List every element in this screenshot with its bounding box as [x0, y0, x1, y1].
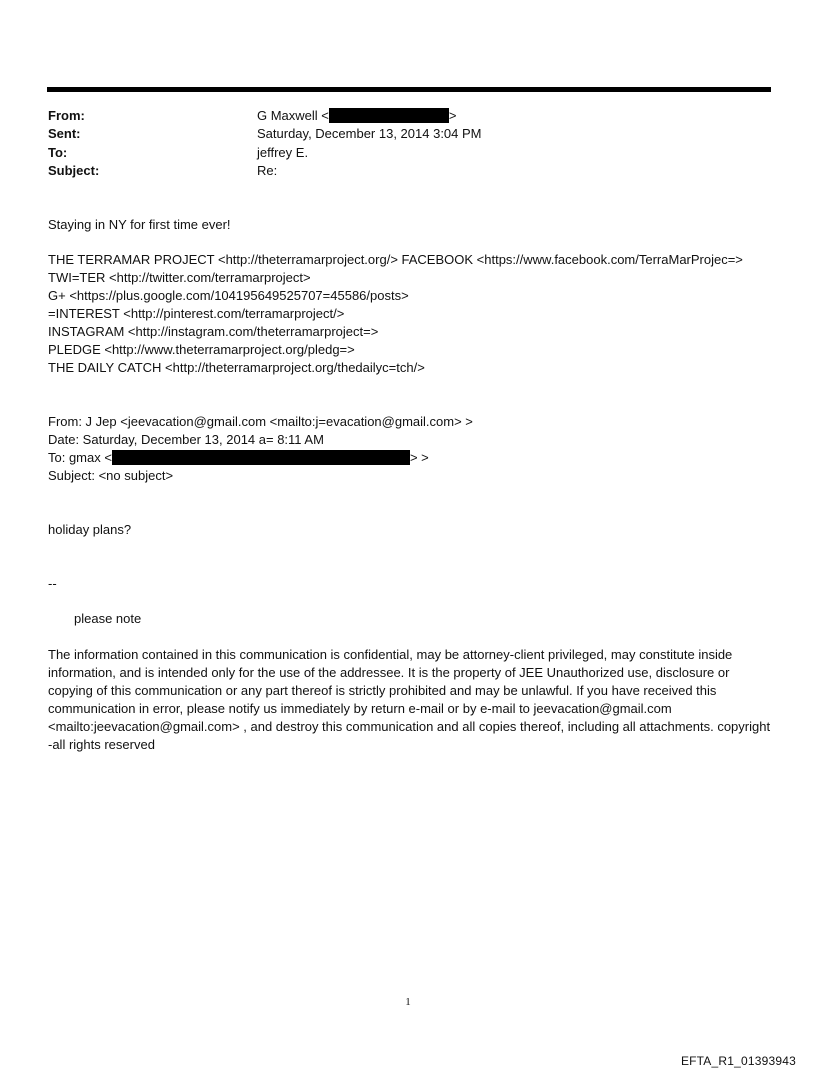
from-label: From:	[48, 108, 85, 123]
to-value: jeffrey E.	[257, 145, 309, 160]
from-row	[48, 107, 457, 125]
quoted-date: Date: Saturday, December 13, 2014 a= 8:11 AM	[48, 432, 324, 447]
quoted-message: holiday plans?	[48, 522, 132, 537]
subject-row	[48, 162, 278, 180]
quoted-to-prefix: To: gmax <	[48, 450, 112, 465]
sent-row	[48, 125, 482, 143]
subject-label: Subject:	[48, 163, 100, 178]
quoted-from: From: J Jep <jeevacation@gmail.com <mailto:j=evacation@gmail.com> >	[48, 414, 473, 429]
separator: --	[48, 576, 57, 591]
quoted-to-suffix: > >	[409, 450, 429, 465]
redaction-box	[112, 450, 410, 465]
from-value-prefix: G Maxwell <	[257, 108, 329, 123]
disclaimer: The information contained in this communication is confidential, may be attorney-client privileged, may constitute inside information, and is intended only for the use of the addressee. It is the property of JEE Unauthorized use, disclosure or copying of this communication or any part thereof is strictly prohibited and may be unlawful. If you have received this communication in error, please notify us immediately by return e-mail or by e-mail to jeevacation@gmail.com <mailto:jeevacation@gmail.com> , and destroy this communication and all copies thereof, including all attachments. copyright -all rights reserved	[48, 647, 771, 752]
to-label: To:	[48, 145, 68, 160]
bates-number: EFTA_R1_01393943	[680, 1054, 796, 1068]
sent-label: Sent:	[48, 126, 81, 141]
to-row	[48, 144, 309, 162]
from-value	[257, 107, 456, 125]
from-value-suffix: >	[448, 108, 457, 123]
quoted-to	[48, 449, 429, 467]
sent-value: Saturday, December 13, 2014 3:04 PM	[257, 126, 482, 141]
subject-value: Re:	[257, 163, 278, 178]
signature-line: THE DAILY CATCH <http://theterramarproject.org/thedailyc=tch/>	[48, 360, 425, 375]
header-rule	[47, 87, 771, 92]
quoted-subject: Subject: <no subject>	[48, 468, 174, 483]
signature-line: =INTEREST <http://pinterest.com/terramarproject/>	[48, 306, 345, 321]
signature-line: G+ <https://plus.google.com/104195649525707=45586/posts>	[48, 288, 409, 303]
signature-line: INSTAGRAM <http://instagram.com/theterramarproject=>	[48, 324, 379, 339]
signature-line: TWI=TER <http://twitter.com/terramarproject>	[48, 270, 311, 285]
page-number: 1	[405, 996, 411, 1008]
redaction-box	[329, 108, 449, 123]
signature-line: PLEDGE <http://www.theterramarproject.org/pledg=>	[48, 342, 355, 357]
please-note: please note	[74, 611, 142, 626]
message-text: Staying in NY for first time ever!	[48, 217, 231, 232]
signature-line: THE TERRAMAR PROJECT <http://theterramarproject.org/> FACEBOOK <https://www.facebook.com/TerraMarProjec=>	[48, 252, 743, 267]
